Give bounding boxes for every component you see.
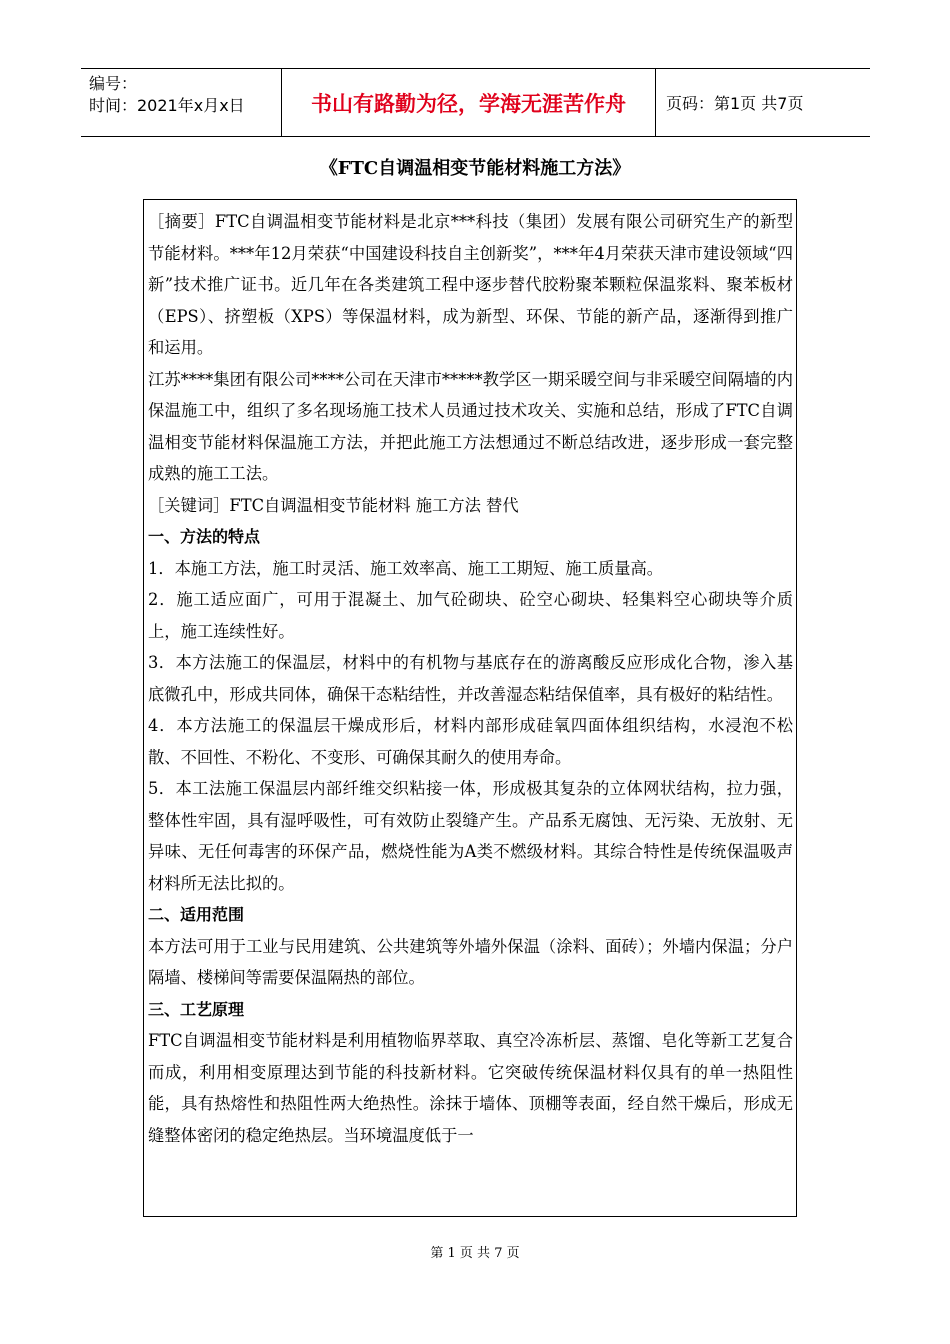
- page-header: [81, 68, 870, 137]
- section-paragraph: FTC自调温相变节能材料是利用植物临界萃取、真空冷冻析层、蒸馏、皂化等新工艺复合而成，利用相变原理达到节能的科技新材料。它突破传统保温材料仅具有的单一热阻性能，具有热熔性和热阻性两大绝热性。涂抹于墙体、顶棚等表面，经自然干燥后，形成无缝整体密闭的稳定绝热层。当环境温度低于一: [148, 1031, 793, 1145]
- section-heading: 二、适用范围: [148, 905, 245, 924]
- section-heading: 一、方法的特点: [148, 527, 261, 546]
- document-title: 《FTC自调温相变节能材料施工方法》: [319, 158, 631, 179]
- document-body: [143, 199, 797, 1217]
- header-motto: 书山有路勤为径，学海无涯苦作舟: [281, 69, 656, 136]
- keywords-label: ［关键词］: [148, 495, 230, 515]
- section-paragraph: 本方法可用于工业与民用建筑、公共建筑等外墙外保温（涂料、面砖）；外墙内保温；分户隔墙、楼梯间等需要保温隔热的部位。: [148, 936, 793, 987]
- keywords-text: FTC自调温相变节能材料 施工方法 替代: [229, 495, 519, 515]
- list-item: 5．本工法施工保温层内部纤维交织粘接一体，形成极其复杂的立体网状结构，拉力强，整体性牢固，具有湿呼吸性，可有效防止裂缝产生。产品系无腐蚀、无污染、无放射、无异味、无任何毒害的环保产品，燃烧性能为A类不燃级材料。其综合特性是传统保温吸声材料所无法比拟的。: [148, 779, 793, 893]
- document-number-label: 编号：: [89, 74, 138, 93]
- list-item: 2．施工适应面广，可用于混凝土、加气砼砌块、砼空心砌块、轻集料空心砌块等介质上，施工连续性好。: [148, 590, 793, 641]
- abstract-text: FTC自调温相变节能材料是北京***科技（集团）发展有限公司研究生产的新型节能材料。***年12月荣获“中国建设科技自主创新奖”，***年4月荣获天津市建设领域“四新”技术推广证书。近几年在各类建筑工程中逐步替代胶粉聚苯颗粒保温浆料、聚苯板材（EPS）、挤塑板（XPS）等保温材料，成为新型、环保、节能的新产品，逐渐得到推广和运用。: [148, 212, 793, 357]
- header-meta: [81, 69, 281, 136]
- document-date: 时间：2021年x月x日: [89, 96, 245, 115]
- keywords-paragraph: [148, 490, 793, 522]
- list-item: 4．本方法施工的保温层干燥成形后，材料内部形成硅氧四面体组织结构，水浸泡不松散、不回性、不粉化、不变形、可确保其耐久的使用寿命。: [148, 716, 793, 767]
- abstract-paragraph: [148, 206, 793, 364]
- page-footer: 第 1 页 共 7 页: [430, 1246, 520, 1261]
- abstract-label: ［摘要］: [148, 212, 215, 231]
- section-heading: 三、工艺原理: [148, 999, 245, 1019]
- abstract-paragraph-2: 江苏****集团有限公司****公司在天津市*****教学区一期采暖空间与非采暖空间隔墙的内保温施工中，组织了多名现场施工技术人员通过技术攻关、实施和总结，形成了FTC自调温相变节能材料保温施工方法，并把此施工方法想通过不断总结改进，逐步形成一套完整成熟的施工工法。: [148, 369, 793, 483]
- list-item: 3．本方法施工的保温层，材料中的有机物与基底存在的游离酸反应形成化合物，渗入基底微孔中，形成共同体，确保干态粘结性，并改善湿态粘结保值率，具有极好的粘结性。: [148, 653, 793, 704]
- header-page-info: 页码：第1页 共7页: [666, 94, 804, 113]
- list-item: 1．本施工方法，施工时灵活、施工效率高、施工工期短、施工质量高。: [148, 558, 664, 578]
